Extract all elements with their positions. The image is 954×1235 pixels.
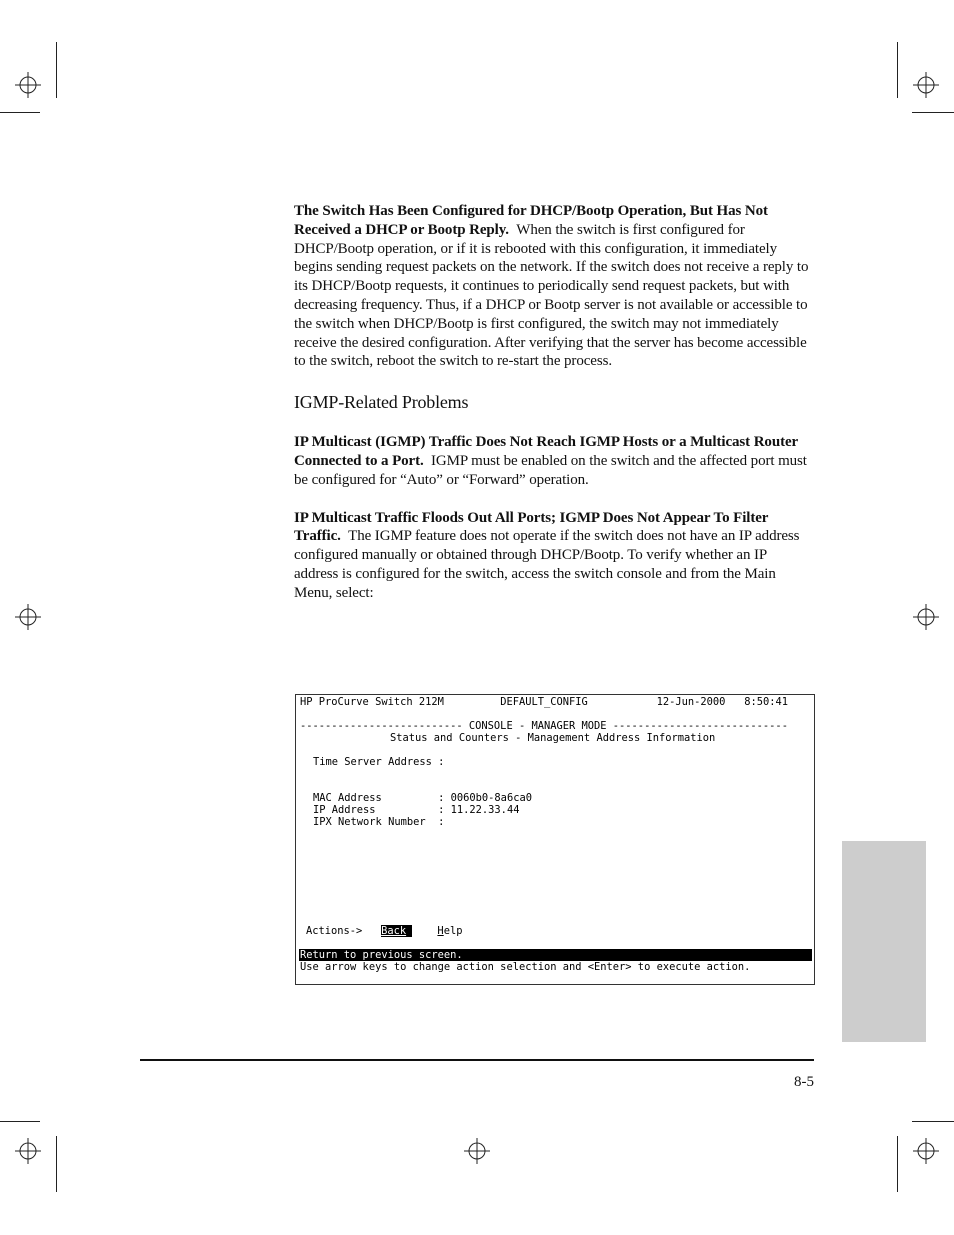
page-number: 8-5 <box>794 1074 814 1090</box>
registration-mark-icon <box>913 604 939 630</box>
registration-mark-icon <box>464 1138 490 1164</box>
time-server-label: Time Server Address : <box>313 756 445 768</box>
config-name: DEFAULT_CONFIG <box>500 696 588 708</box>
registration-mark-icon <box>15 1138 41 1164</box>
section-title: IGMP-Related Problems <box>294 392 469 413</box>
igmp-paragraph-2 <box>294 509 814 603</box>
mac-label: MAC Address : <box>313 792 445 804</box>
igmp-paragraph-1 <box>294 433 814 489</box>
header-date: 12-Jun-2000 <box>656 696 726 708</box>
dhcp-body: When the switch is first configured for DHCP/Bootp operation, or if it is rebooted with this configuration, it immediately begins sending request packets on the network. If the switch does not receive a reply to its DHCP/Bootp requests, it continues to periodically send request packets, but with decreasing frequency. Thus, if a DHCP or Bootp server is not available or accessible to the switch when DHCP/Bootp is first configured, the switch may not immediately receive the desired configuration. After verifying that the server has become accessible to the switch, reboot the switch to re-start the process. <box>294 221 809 370</box>
ip-value: 11.22.33.44 <box>450 804 520 816</box>
back-action[interactable]: Back <box>381 925 412 937</box>
device-name: HP ProCurve Switch 212M <box>300 696 444 708</box>
igmp-body-1: IGMP must be enabled on the switch and the affected port must be configured for “Auto” or “Forward” operation. <box>294 452 807 488</box>
mac-row <box>313 792 532 804</box>
mac-value: 0060b0-8a6ca0 <box>450 792 532 804</box>
crop-line <box>0 1121 40 1122</box>
help-action[interactable]: Help <box>437 925 463 937</box>
main-content <box>294 202 814 622</box>
crop-line <box>56 1136 57 1192</box>
crop-line <box>897 1136 898 1192</box>
dhcp-paragraph <box>294 202 814 371</box>
crop-line <box>897 42 898 98</box>
header-time: 8:50:41 <box>744 696 789 708</box>
console-screen <box>295 694 815 985</box>
crop-line <box>0 112 40 113</box>
igmp-heading-1: IP Multicast (IGMP) Traffic Does Not Reach IGMP Hosts or a Multicast Router Connected to a Port. <box>294 434 798 469</box>
registration-mark-icon <box>15 604 41 630</box>
console-header <box>300 696 788 708</box>
registration-mark-icon <box>15 72 41 98</box>
crop-line <box>912 112 954 113</box>
dhcp-heading: The Switch Has Been Configured for DHCP/Bootp Operation, But Has Not Received a DHCP or Bootp Reply. <box>294 203 768 238</box>
registration-mark-icon <box>913 1138 939 1164</box>
igmp-heading-2: IP Multicast Traffic Floods Out All Ports; IGMP Does Not Appear To Filter Traffic. <box>294 509 769 545</box>
status-line: Return to previous screen. <box>299 949 812 961</box>
crop-line <box>56 42 57 98</box>
screen-title: Status and Counters - Management Address Information <box>390 732 716 744</box>
mode-line: -------------------------- CONSOLE - MANAGER MODE ---------------------------- <box>300 720 788 732</box>
ip-label: IP Address : <box>313 804 445 816</box>
registration-mark-icon <box>913 72 939 98</box>
ipx-label: IPX Network Number : <box>313 816 445 828</box>
chapter-tab <box>842 841 926 1042</box>
actions-row <box>306 925 462 937</box>
actions-label: Actions-> <box>306 925 363 937</box>
crop-line <box>912 1121 954 1122</box>
footer-rule <box>140 1059 814 1061</box>
ip-row <box>313 804 519 816</box>
hint-line: Use arrow keys to change action selection and <Enter> to execute action. <box>300 961 751 973</box>
igmp-body-2: The IGMP feature does not operate if the switch does not have an IP address configured manually or obtained through DHCP/Bootp. To verify whether an IP address is configured for the switch, access the switch console and from the Main Menu, select: <box>294 528 800 601</box>
